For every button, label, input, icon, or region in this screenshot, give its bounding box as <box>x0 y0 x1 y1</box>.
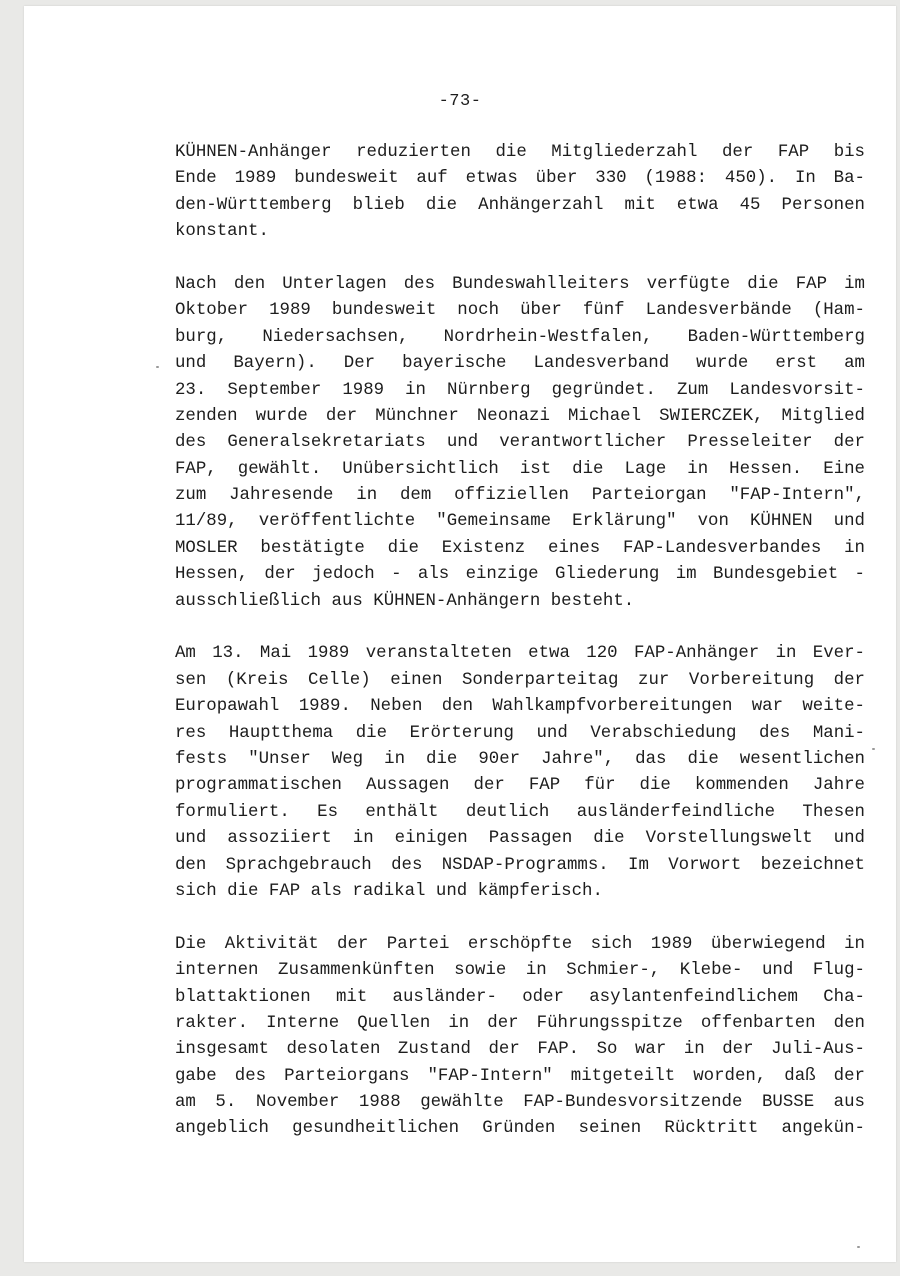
text-line: den Sprachgebrauch des NSDAP-Programms. Im Vorwort bezeichnet <box>175 855 865 875</box>
paragraph <box>175 932 865 1143</box>
paragraph <box>175 641 865 905</box>
text-line: des Generalsekretariats und verantwortlicher Presseleiter der <box>175 433 865 453</box>
text-line: am 5. November 1988 gewählte FAP-Bundesvorsitzende BUSSE aus <box>175 1093 865 1113</box>
text-line: und assoziiert in einigen Passagen die Vorstellungswelt und <box>175 829 865 849</box>
text-line: programmatischen Aussagen der FAP für die kommenden Jahre <box>175 776 865 796</box>
text-line: zum Jahresende in dem offiziellen Parteiorgan "FAP-Intern", <box>175 486 865 506</box>
text-line: sich die FAP als radikal und kämpferisch. <box>175 881 603 901</box>
text-line: KÜHNEN-Anhänger reduzierten die Mitgliederzahl der FAP bis <box>175 143 865 162</box>
text-line: burg, Niedersachsen, Nordrhein-Westfalen, Baden-Württemberg <box>175 327 865 347</box>
text-line: gabe des Parteiorgans "FAP-Intern" mitgeteilt worden, daß der <box>175 1066 865 1086</box>
text-line: insgesamt desolaten Zustand der FAP. So war in der Juli-Aus- <box>175 1040 865 1060</box>
text-line: blattaktionen mit ausländer- oder asylantenfeindlichem Cha- <box>175 987 865 1007</box>
text-line: sen (Kreis Celle) einen Sonderparteitag zur Vorbereitung der <box>175 670 865 690</box>
text-line: Oktober 1989 bundesweit noch über fünf Landesverbände (Ham- <box>175 301 865 321</box>
text-line: den-Württemberg blieb die Anhängerzahl mit etwa 45 Personen <box>175 195 865 215</box>
text-line: FAP, gewählt. Unübersichtlich ist die Lage in Hessen. Eine <box>175 459 865 479</box>
body-text <box>175 140 865 1169</box>
scan-speck <box>156 366 159 368</box>
text-line: rakter. Interne Quellen in der Führungsspitze offenbarten den <box>175 1013 865 1033</box>
text-line: Ende 1989 bundesweit auf etwas über 330 (1988: 450). In Ba- <box>175 169 865 189</box>
text-line: fests "Unser Weg in die 90er Jahre", das die wesentlichen <box>175 749 865 769</box>
text-line: MOSLER bestätigte die Existenz eines FAP-Landesverbandes in <box>175 538 865 558</box>
text-line: angeblich gesundheitlichen Gründen seinen Rücktritt angekün- <box>175 1119 865 1139</box>
scan-speck <box>857 1246 860 1248</box>
document-page <box>24 6 896 1262</box>
scan-speck <box>872 748 875 750</box>
text-line: konstant. <box>175 222 269 242</box>
text-line: Die Aktivität der Partei erschöpfte sich 1989 überwiegend in <box>175 934 865 954</box>
text-line: zenden wurde der Münchner Neonazi Michael SWIERCZEK, Mitglied <box>175 406 865 426</box>
text-line: Am 13. Mai 1989 veranstalteten etwa 120 FAP-Anhänger in Ever- <box>175 644 865 664</box>
text-line: ausschließlich aus KÜHNEN-Anhängern besteht. <box>175 591 635 611</box>
text-line: 23. September 1989 in Nürnberg gegründet. Zum Landesvorsit- <box>175 380 865 400</box>
text-line: Europawahl 1989. Neben den Wahlkampfvorbereitungen war weite- <box>175 697 865 717</box>
page-number: -73- <box>438 92 482 111</box>
paragraph <box>175 140 865 246</box>
text-line: 11/89, veröffentlichte "Gemeinsame Erklärung" von KÜHNEN und <box>175 512 865 532</box>
text-line: internen Zusammenkünften sowie in Schmier-, Klebe- und Flug- <box>175 961 865 981</box>
text-line: Hessen, der jedoch - als einzige Gliederung im Bundesgebiet - <box>175 565 865 585</box>
text-line: res Hauptthema die Erörterung und Verabschiedung des Mani- <box>175 723 865 743</box>
text-line: formuliert. Es enthält deutlich ausländerfeindliche Thesen <box>175 802 865 822</box>
text-line: Nach den Unterlagen des Bundeswahlleiters verfügte die FAP im <box>175 274 865 294</box>
text-line: und Bayern). Der bayerische Landesverband wurde erst am <box>175 354 865 374</box>
paragraph <box>175 272 865 615</box>
